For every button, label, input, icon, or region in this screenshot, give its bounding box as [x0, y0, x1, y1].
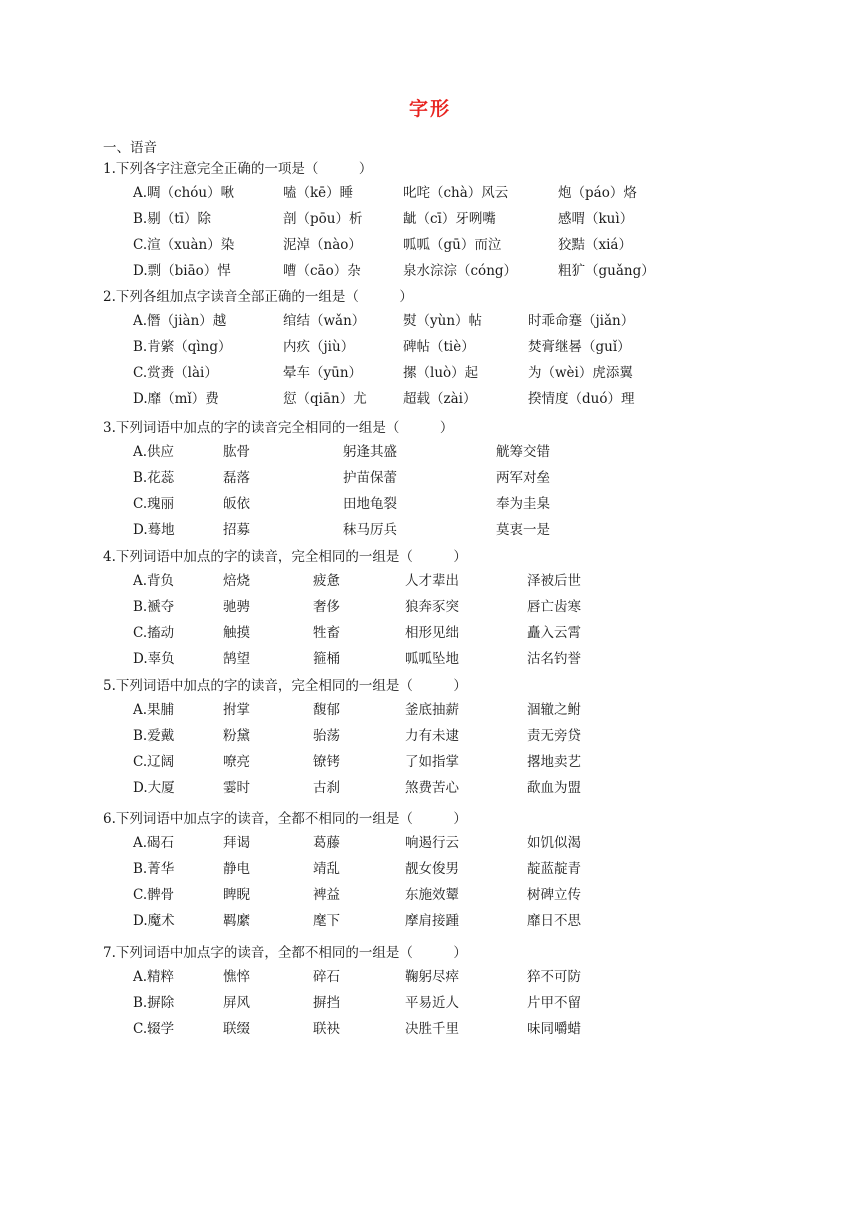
option-item: 憔悴 — [223, 969, 250, 985]
option-item: 奉为圭臬 — [496, 496, 550, 512]
option-row — [103, 258, 655, 284]
option-row — [103, 568, 581, 594]
option-item: 如饥似渴 — [527, 835, 581, 851]
option-row — [103, 386, 635, 412]
option-item: 静电 — [223, 861, 250, 877]
option-item: 鹄望 — [223, 651, 250, 667]
option-item: 了如指掌 — [405, 754, 459, 770]
option-item: 护苗保蕾 — [343, 470, 397, 486]
option-item: 麾下 — [313, 913, 340, 929]
option-item: 东施效颦 — [405, 887, 459, 903]
option-item: D.大厦 — [133, 780, 175, 796]
option-row — [103, 360, 633, 386]
option-item: A.背负 — [133, 573, 175, 589]
option-item: 葛藤 — [313, 835, 340, 851]
option-row — [103, 964, 581, 990]
option-item: 磊落 — [223, 470, 250, 486]
option-item: 泥淖（nào） — [283, 237, 362, 253]
question-block — [103, 158, 655, 284]
option-item: 拊掌 — [223, 702, 250, 718]
option-row — [103, 517, 550, 543]
option-item: 泽被后世 — [527, 573, 581, 589]
option-item: 时乖命蹇（jiǎn） — [528, 313, 635, 329]
option-item: 碎石 — [313, 969, 340, 985]
option-row — [103, 856, 581, 882]
option-item: 煞费苦心 — [405, 780, 459, 796]
option-item: 味同嚼蜡 — [527, 1021, 581, 1037]
option-item: C.渲（xuàn）染 — [133, 237, 235, 253]
section-heading: 一、语音 — [103, 140, 157, 156]
option-item: 联袂 — [313, 1021, 340, 1037]
option-item: 躬逢其盛 — [343, 444, 397, 460]
question-stem: 5.下列词语中加点的字的读音，完全相同的一组是（ ） — [103, 678, 467, 694]
option-row — [103, 990, 581, 1016]
option-item: 叱咤（chà）风云 — [403, 185, 509, 201]
option-item: 晕车（yūn） — [283, 365, 363, 381]
question-block — [103, 675, 581, 801]
question-stem: 4.下列词语中加点的字的读音，完全相同的一组是（ ） — [103, 549, 467, 565]
option-row — [103, 775, 581, 801]
option-row — [103, 646, 581, 672]
option-row — [103, 206, 634, 232]
option-item: 嗑（kē）睡 — [283, 185, 354, 201]
option-item: D.剽（biāo）悍 — [133, 263, 231, 279]
option-row — [103, 439, 550, 465]
question-block — [103, 546, 581, 672]
question-block — [103, 808, 581, 934]
option-item: 树碑立传 — [527, 887, 581, 903]
option-item: 秣马厉兵 — [343, 522, 397, 538]
option-item: 内疚（jiù） — [283, 339, 355, 355]
option-item: D.魔术 — [133, 913, 175, 929]
option-row — [103, 334, 631, 360]
question-stem: 3.下列词语中加点的字的读音完全相同的一组是（ ） — [103, 420, 454, 436]
option-item: 力有未逮 — [405, 728, 459, 744]
option-item: B.褫夺 — [133, 599, 175, 615]
option-row — [103, 594, 581, 620]
option-item: 靡日不思 — [527, 913, 581, 929]
option-item: 涸辙之鲋 — [527, 702, 581, 718]
option-row — [103, 491, 550, 517]
option-item: 揆情度（duó）理 — [528, 391, 635, 407]
option-item: D.靡（mǐ）费 — [133, 391, 219, 407]
option-row — [103, 749, 581, 775]
option-item: 摒挡 — [313, 995, 340, 1011]
option-item: 肱骨 — [223, 444, 250, 460]
option-row — [103, 908, 581, 934]
option-item: 狼奔豕突 — [405, 599, 459, 615]
option-item: 摞（luò）起 — [403, 365, 479, 381]
option-item: 拜谒 — [223, 835, 250, 851]
option-row — [103, 308, 635, 334]
option-item: 剖（pōu）析 — [283, 211, 363, 227]
option-item: 人才辈出 — [405, 573, 459, 589]
option-row — [103, 697, 581, 723]
option-item: C.搐动 — [133, 625, 175, 641]
option-item: 片甲不留 — [527, 995, 581, 1011]
option-row — [103, 620, 581, 646]
option-row — [103, 180, 637, 206]
option-row — [103, 1016, 581, 1042]
option-item: 泉水淙淙（cóng） — [403, 263, 518, 279]
option-row — [103, 830, 581, 856]
option-row — [103, 723, 581, 749]
option-item: 响遏行云 — [405, 835, 459, 851]
option-item: 歃血为盟 — [527, 780, 581, 796]
option-item: D.蓦地 — [133, 522, 175, 538]
option-item: C.髀骨 — [133, 887, 175, 903]
option-item: 睥睨 — [223, 887, 250, 903]
option-item: 屏风 — [223, 995, 250, 1011]
option-item: A.僭（jiàn）越 — [133, 313, 227, 329]
option-item: B.爱戴 — [133, 728, 175, 744]
option-item: 龇（cī）牙咧嘴 — [403, 211, 496, 227]
option-item: 绾结（wǎn） — [283, 313, 366, 329]
option-item: 觥筹交错 — [496, 444, 550, 460]
option-item: 平易近人 — [405, 995, 459, 1011]
option-item: 粗犷（guǎng） — [558, 263, 655, 279]
option-item: A.果脯 — [133, 702, 175, 718]
option-item: 呱呱（gū）而泣 — [403, 237, 502, 253]
option-item: B.菁华 — [133, 861, 175, 877]
question-block — [103, 942, 581, 1042]
option-item: 撂地卖艺 — [527, 754, 581, 770]
option-item: 裨益 — [313, 887, 340, 903]
option-item: 狡黠（xiá） — [558, 237, 632, 253]
option-item: B.肯綮（qìng） — [133, 339, 232, 355]
option-item: C.赏赉（lài） — [133, 365, 218, 381]
option-item: 焙烧 — [223, 573, 250, 589]
option-item: A.供应 — [133, 444, 175, 460]
option-item: 箍桶 — [313, 651, 340, 667]
option-item: 愆（qiān）尤 — [283, 391, 367, 407]
option-item: 责无旁贷 — [527, 728, 581, 744]
option-item: 沽名钓誉 — [527, 651, 581, 667]
option-item: 骀荡 — [313, 728, 340, 744]
option-item: 嘈（cāo）杂 — [283, 263, 361, 279]
option-item: 田地龟裂 — [343, 496, 397, 512]
option-item: D.辜负 — [133, 651, 175, 667]
option-item: A.碣石 — [133, 835, 175, 851]
option-item: 驰骋 — [223, 599, 250, 615]
option-item: 碑帖（tiè） — [403, 339, 475, 355]
option-item: 两军对垒 — [496, 470, 550, 486]
option-item: 焚膏继晷（guǐ） — [528, 339, 631, 355]
question-stem: 6.下列词语中加点字的读音，全都不相同的一组是（ ） — [103, 811, 467, 827]
page-title: 字形 — [408, 98, 451, 120]
option-item: 釜底抽薪 — [405, 702, 459, 718]
option-item: 超载（zài） — [403, 391, 477, 407]
option-item: A.啁（chóu）啾 — [133, 185, 235, 201]
option-item: 鞠躬尽瘁 — [405, 969, 459, 985]
option-item: C.辍学 — [133, 1021, 175, 1037]
option-item: 为（wèi）虎添翼 — [528, 365, 633, 381]
option-item: 感喟（kuì） — [558, 211, 634, 227]
option-item: 霎时 — [223, 780, 250, 796]
option-item: 古刹 — [313, 780, 340, 796]
option-item: B.摒除 — [133, 995, 175, 1011]
option-row — [103, 465, 550, 491]
option-item: 莫衷一是 — [496, 522, 550, 538]
option-item: 羁縻 — [223, 913, 250, 929]
option-item: 熨（yùn）帖 — [403, 313, 483, 329]
option-item: C.瑰丽 — [133, 496, 175, 512]
option-item: 相形见绌 — [405, 625, 459, 641]
option-item: 镣铐 — [313, 754, 340, 770]
option-item: 奢侈 — [313, 599, 340, 615]
option-item: 招募 — [223, 522, 250, 538]
option-item: 触摸 — [223, 625, 250, 641]
option-item: 唇亡齿寒 — [527, 599, 581, 615]
option-item: 馥郁 — [313, 702, 340, 718]
option-item: 疲惫 — [313, 573, 340, 589]
question-stem: 2.下列各组加点字读音全部正确的一组是（ ） — [103, 289, 413, 305]
option-item: C.辽阔 — [133, 754, 175, 770]
option-item: 决胜千里 — [405, 1021, 459, 1037]
option-item: 靓女俊男 — [405, 861, 459, 877]
option-item: 摩肩接踵 — [405, 913, 459, 929]
question-stem: 1.下列各字注意完全正确的一项是（ ） — [103, 161, 373, 177]
option-item: 嘹亮 — [223, 754, 250, 770]
option-item: 矗入云霄 — [527, 625, 581, 641]
option-row — [103, 232, 632, 258]
option-item: 炮（páo）烙 — [558, 185, 637, 201]
question-stem: 7.下列词语中加点字的读音，全都不相同的一组是（ ） — [103, 945, 467, 961]
option-item: 皈依 — [223, 496, 250, 512]
option-row — [103, 882, 581, 908]
question-block — [103, 417, 550, 543]
question-block — [103, 286, 635, 412]
option-item: 靖乱 — [313, 861, 340, 877]
option-item: 牲畜 — [313, 625, 340, 641]
option-item: 猝不可防 — [527, 969, 581, 985]
option-item: B.剔（tī）除 — [133, 211, 211, 227]
option-item: 联缀 — [223, 1021, 250, 1037]
option-item: A.精粹 — [133, 969, 175, 985]
option-item: B.花蕊 — [133, 470, 175, 486]
option-item: 呱呱坠地 — [405, 651, 459, 667]
option-item: 粉黛 — [223, 728, 250, 744]
option-item: 靛蓝靛青 — [527, 861, 581, 877]
